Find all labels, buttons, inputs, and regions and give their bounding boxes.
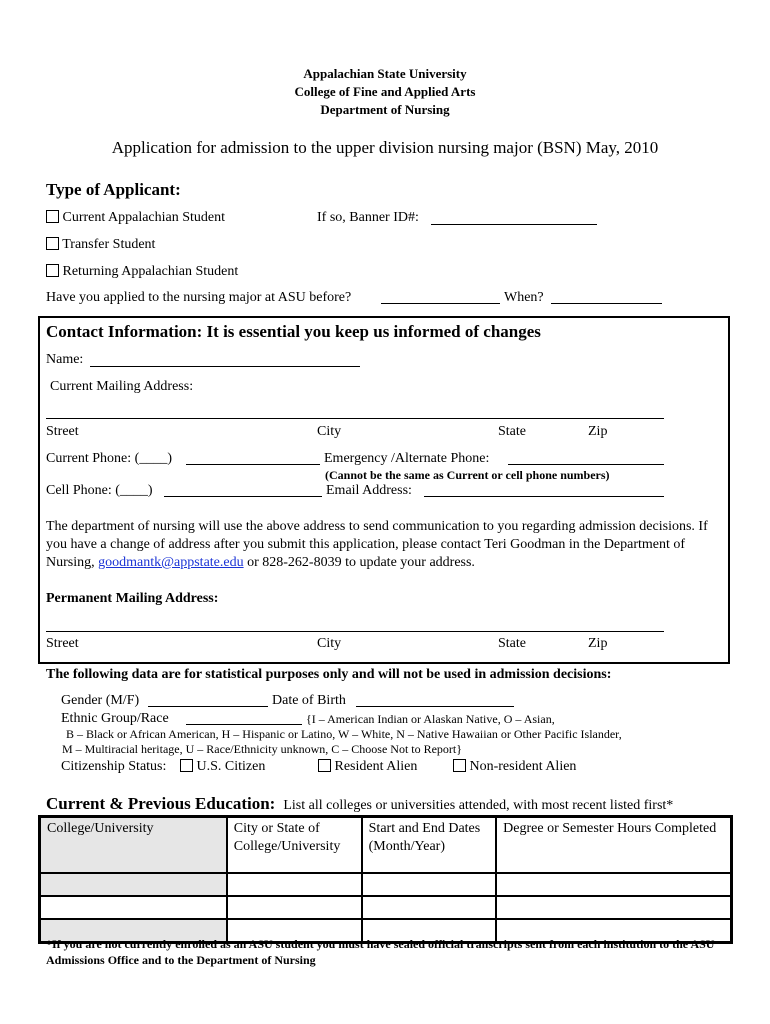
education-heading: Current & Previous Education: — [46, 794, 276, 813]
gender-label: Gender (M/F) — [61, 693, 140, 708]
citizenship-resident-label: Resident Alien — [334, 759, 418, 774]
state-label: State — [498, 424, 526, 439]
citizenship-label: Citizenship Status: — [61, 759, 167, 774]
name-label: Name: — [46, 352, 84, 367]
checkbox-nonresident-alien[interactable] — [453, 759, 466, 772]
contact-heading: Contact Information: It is essential you keep us informed of changes — [46, 322, 541, 341]
emergency-phone-note: (Cannot be the same as Current or cell phone numbers) — [325, 468, 610, 482]
emergency-phone-label: Emergency /Alternate Phone: — [324, 451, 490, 466]
dob-label: Date of Birth — [272, 693, 346, 708]
citizenship-nonresident[interactable] — [453, 759, 576, 775]
university-name: Appalachian State University — [303, 66, 467, 81]
when-label: When? — [504, 290, 544, 305]
address-notice — [46, 518, 726, 572]
ethnic-field[interactable] — [186, 724, 302, 725]
ethnic-label: Ethnic Group/Race — [61, 711, 169, 726]
when-field[interactable] — [551, 303, 662, 304]
email-label: Email Address: — [326, 483, 412, 498]
page-title: Application for admission to the upper division nursing major (BSN) May, 2010 — [111, 138, 659, 157]
cell-college[interactable] — [40, 873, 227, 896]
option-transfer-student-label: Transfer Student — [62, 237, 156, 252]
applied-before-label: Have you applied to the nursing major at ASU before? — [46, 290, 352, 305]
option-current-student[interactable] — [46, 210, 225, 226]
cell-college[interactable] — [40, 896, 227, 919]
dob-field[interactable] — [356, 706, 514, 707]
education-table — [38, 815, 733, 944]
cell-city-state[interactable] — [227, 873, 362, 896]
banner-id-label: If so, Banner ID#: — [317, 210, 419, 225]
col-college: College/University — [40, 817, 227, 873]
city-label: City — [317, 424, 342, 439]
street-label: Street — [46, 424, 79, 439]
table-row — [40, 873, 732, 896]
permanent-address-field[interactable] — [46, 631, 664, 632]
education-heading-row — [46, 794, 673, 814]
name-field[interactable] — [90, 366, 360, 367]
checkbox-current-student[interactable] — [46, 210, 59, 223]
transcript-footnote: *If you are not currently enrolled as an ASU student you must have sealed official transcripts sent from each institution to the ASU Admissions Office and to the Department of Nursing — [46, 937, 715, 967]
option-transfer-student[interactable] — [46, 237, 155, 253]
option-returning-student-label: Returning Appalachian Student — [62, 264, 239, 279]
option-returning-student[interactable] — [46, 264, 238, 280]
contact-email-link[interactable]: goodmantk@appstate.edu — [98, 555, 244, 570]
perm-street-label: Street — [46, 636, 79, 651]
education-header-row — [40, 817, 732, 873]
email-field[interactable] — [424, 496, 664, 497]
perm-zip-label: Zip — [588, 636, 608, 651]
current-phone-field[interactable] — [186, 464, 320, 465]
citizenship-nonresident-label: Non-resident Alien — [469, 759, 577, 774]
mailing-address-label: Current Mailing Address: — [50, 379, 194, 394]
col-city-state: City or State of College/University — [227, 817, 362, 873]
cell-phone-field[interactable] — [164, 496, 322, 497]
checkbox-transfer-student[interactable] — [46, 237, 59, 250]
department-name: Department of Nursing — [320, 102, 450, 117]
address-notice-text: The department of nursing will use the above address to send communication to you regarding admission decisions. If you have a change of address after you submit this application, please contact Teri Goodman in the Department of Nursing, — [46, 519, 708, 570]
col-degree: Degree or Semester Hours Completed — [496, 817, 731, 873]
statistical-heading: The following data are for statistical purposes only and will not be used in admission decisions: — [46, 667, 612, 682]
ethnic-codes-line1: {I – American Indian or Alaskan Native, O – Asian, — [306, 712, 555, 726]
col-dates: Start and End Dates (Month/Year) — [362, 817, 497, 873]
permanent-address-label: Permanent Mailing Address: — [46, 591, 219, 606]
cell-degree[interactable] — [496, 896, 731, 919]
cell-dates[interactable] — [362, 896, 497, 919]
cell-phone-label: Cell Phone: (____) — [46, 483, 153, 498]
checkbox-returning-student[interactable] — [46, 264, 59, 277]
zip-label: Zip — [588, 424, 608, 439]
citizenship-us[interactable] — [180, 759, 265, 775]
cell-dates[interactable] — [362, 873, 497, 896]
applicant-heading: Type of Applicant: — [46, 180, 181, 199]
current-phone-label: Current Phone: (____) — [46, 451, 172, 466]
checkbox-us-citizen[interactable] — [180, 759, 193, 772]
cell-degree[interactable] — [496, 873, 731, 896]
mailing-address-field[interactable] — [46, 418, 664, 419]
address-notice-phone: or 828-262-8039 to update your address. — [247, 555, 475, 570]
gender-field[interactable] — [148, 706, 268, 707]
applied-before-field[interactable] — [381, 303, 500, 304]
cell-city-state[interactable] — [227, 896, 362, 919]
ethnic-codes-line2: B – Black or African American, H – Hispanic or Latino, W – White, N – Native Hawaiian or Other Pacific Islander, — [66, 727, 622, 741]
citizenship-resident[interactable] — [318, 759, 417, 775]
option-current-student-label: Current Appalachian Student — [62, 210, 226, 225]
ethnic-codes-line3: M – Multiracial heritage, U – Race/Ethnicity unknown, C – Choose Not to Report} — [62, 742, 463, 756]
table-row — [40, 896, 732, 919]
emergency-phone-field[interactable] — [508, 464, 664, 465]
education-instruction: List all colleges or universities attended, with most recent listed first* — [283, 798, 674, 813]
perm-state-label: State — [498, 636, 526, 651]
citizenship-us-label: U.S. Citizen — [196, 759, 266, 774]
perm-city-label: City — [317, 636, 342, 651]
checkbox-resident-alien[interactable] — [318, 759, 331, 772]
banner-id-field[interactable] — [431, 224, 597, 225]
college-name: College of Fine and Applied Arts — [294, 84, 476, 99]
